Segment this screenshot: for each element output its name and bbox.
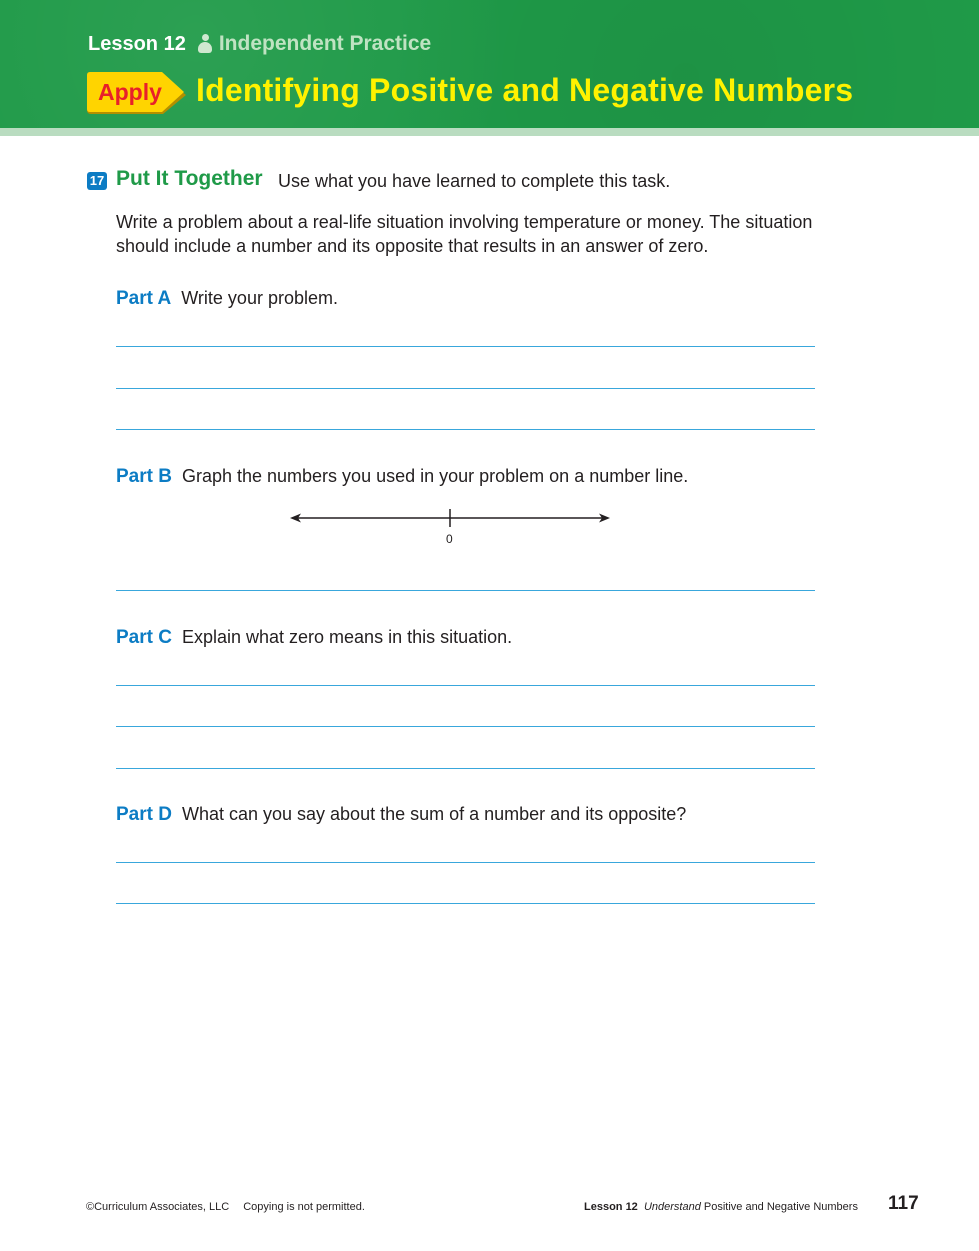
part-b-text: Graph the numbers you used in your problem on a number line. (181, 466, 689, 486)
part-a-label: Part A (116, 288, 172, 309)
header-divider (0, 128, 979, 136)
part-c (116, 627, 512, 649)
copy-notice: Copying is not permitted. (243, 1201, 365, 1213)
footer-left (86, 1201, 365, 1213)
answer-line-c3[interactable] (116, 768, 815, 769)
answer-line-a3[interactable] (116, 429, 815, 430)
copyright-text: ©Curriculum Associates, LLC (86, 1201, 230, 1213)
footer-topic: Positive and Negative Numbers (703, 1201, 858, 1213)
lesson-row (88, 30, 431, 58)
part-b-label: Part B (116, 466, 172, 487)
part-d (116, 804, 686, 826)
footer-right (584, 1201, 858, 1213)
footer-lesson: Lesson 12 (584, 1201, 638, 1213)
person-icon (198, 33, 212, 55)
footer-understand: Understand (643, 1201, 701, 1213)
practice-label: Independent Practice (218, 32, 432, 55)
question-number: 17 (87, 172, 107, 190)
lesson-label: Lesson 12 (88, 32, 186, 55)
part-a-text: Write your problem. (181, 288, 338, 308)
answer-line-c1[interactable] (116, 685, 815, 686)
part-d-label: Part D (116, 804, 172, 825)
apply-badge (86, 70, 188, 116)
answer-line-a1[interactable] (116, 346, 815, 347)
part-c-text: Explain what zero means in this situation. (181, 627, 513, 647)
apply-label: Apply (98, 79, 162, 105)
answer-line-d1[interactable] (116, 862, 815, 863)
answer-line-b1[interactable] (116, 590, 815, 591)
part-d-text: What can you say about the sum of a number and its opposite? (181, 804, 687, 824)
part-a (116, 288, 338, 310)
number-line[interactable] (288, 506, 614, 535)
answer-line-d2[interactable] (116, 903, 815, 904)
answer-line-c2[interactable] (116, 726, 815, 727)
question-heading: Put It Together (116, 167, 263, 190)
answer-line-a2[interactable] (116, 388, 815, 389)
page-title: Identifying Positive and Negative Numbers (196, 72, 854, 108)
part-c-label: Part C (116, 627, 172, 648)
page-number: 117 (888, 1193, 919, 1214)
part-b (116, 466, 688, 488)
question-prompt: Write a problem about a real-life situation involving temperature or money. The situation should include a number and its opposite that results in an answer of zero. (116, 212, 813, 256)
question-instruction: Use what you have learned to complete this task. (278, 171, 671, 191)
number-line-zero-label: 0 (446, 532, 453, 546)
